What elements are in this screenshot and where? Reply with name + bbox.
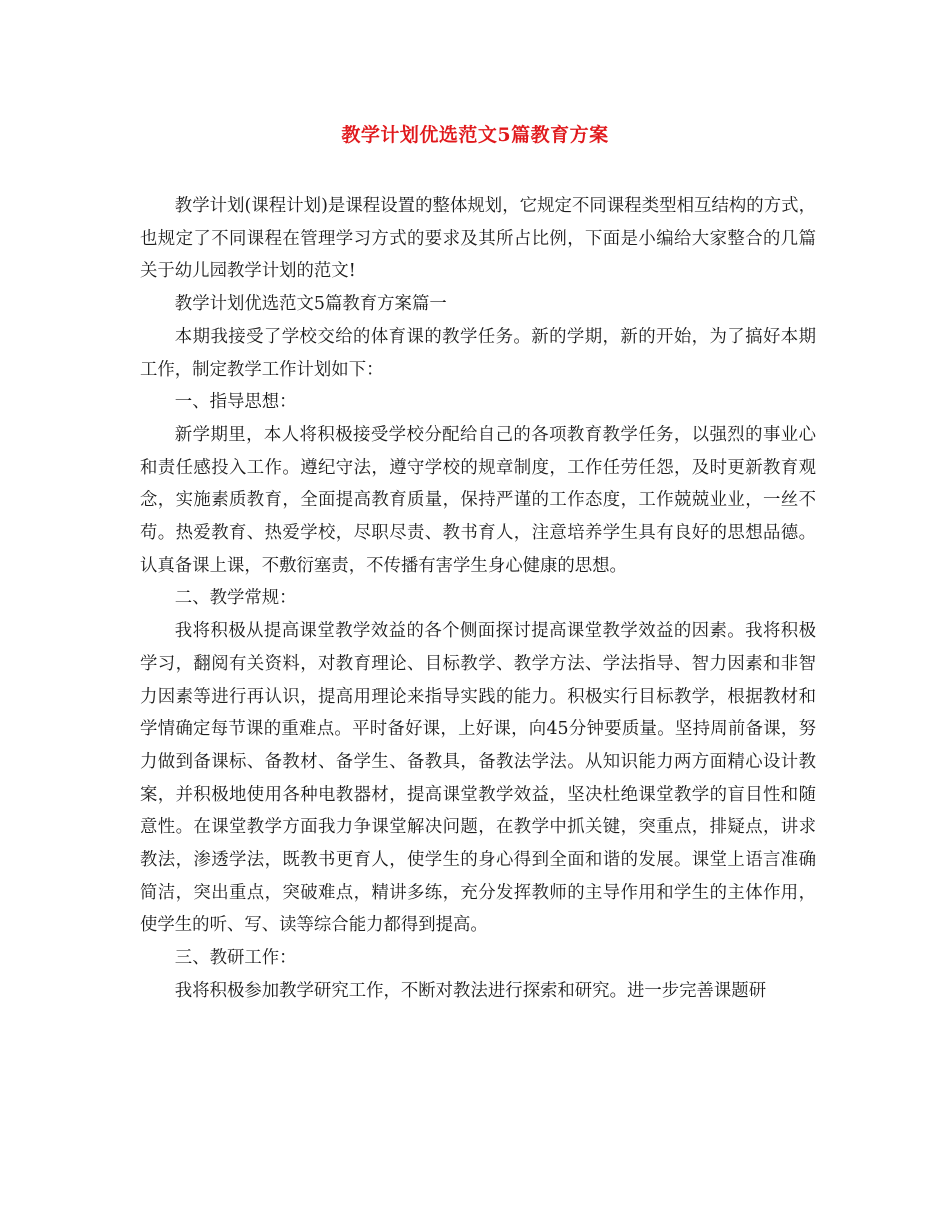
opening-paragraph: 本期我接受了学校交给的体育课的教学任务。新的学期，新的开始，为了搞好本期工作，制定教学工作计划如下： bbox=[140, 326, 816, 380]
paragraph-research-work: 我将积极参加教学研究工作，不断对教法进行探索和研究。进一步完善课题研 bbox=[174, 980, 767, 1001]
section-title-part-one: 教学计划优选范文5篇教育方案篇一 bbox=[174, 294, 447, 315]
paragraph-teaching-routine: 我将积极从提高课堂教学效益的各个侧面探讨提高课堂教学效益的因素。我将积极学习，翻阅有关资料，对教育理论、目标教学、教学方法、学法指导、智力因素和非智力因素等进行再认识，提高用理论来指导实践的能力。积极实行目标教学，根据教材和学情确定每节课的重难点。平时备好课，上好课，向45分钟要质量。坚持周前备课，努力做到备课标、备教材、备学生、备教具，备教法学法。从知识能力两方面精心设计教案，并积极地使用各种电教器材，提高课堂教学效益，坚决杜绝课堂教学的盲目性和随意性。在课堂教学方面我力争课堂解决问题，在教学中抓关键，突重点，排疑点，讲求教法，渗透学法，既教书更育人，使学生的身心得到全面和谐的发展。课堂上语言准确简洁，突出重点，突破难点，精讲多练，充分发挥教师的主导作用和学生的主体作用，使学生的听、写、读等综合能力都得到提高。 bbox=[140, 621, 816, 936]
heading-guiding-ideology: 一、指导思想： bbox=[174, 392, 297, 413]
paragraph-guiding-ideology: 新学期里，本人将积极接受学校分配给自己的各项教育教学任务，以强烈的事业心和责任感投入工作。遵纪守法，遵守学校的规章制度，工作任劳任怨，及时更新教育观念，实施素质教育，全面提高教育质量，保持严谨的工作态度，工作兢兢业业，一丝不苟。热爱教育、热爱学校，尽职尽责、教书育人，注意培养学生具有良好的思想品德。认真备课上课，不敷衍塞责，不传播有害学生身心健康的思想。 bbox=[140, 424, 816, 576]
intro-paragraph: 教学计划(课程计划)是课程设置的整体规划，它规定不同课程类型相互结构的方式，也规定了不同课程在管理学习方式的要求及其所占比例，下面是小编给大家整合的几篇关于幼儿园教学计划的范文! bbox=[140, 196, 816, 282]
document-title: 教学计划优选范文5篇教育方案 bbox=[341, 124, 609, 146]
heading-research-work: 三、教研工作： bbox=[174, 948, 297, 969]
document-body bbox=[140, 190, 816, 1008]
heading-teaching-routine: 二、教学常规： bbox=[174, 588, 297, 609]
